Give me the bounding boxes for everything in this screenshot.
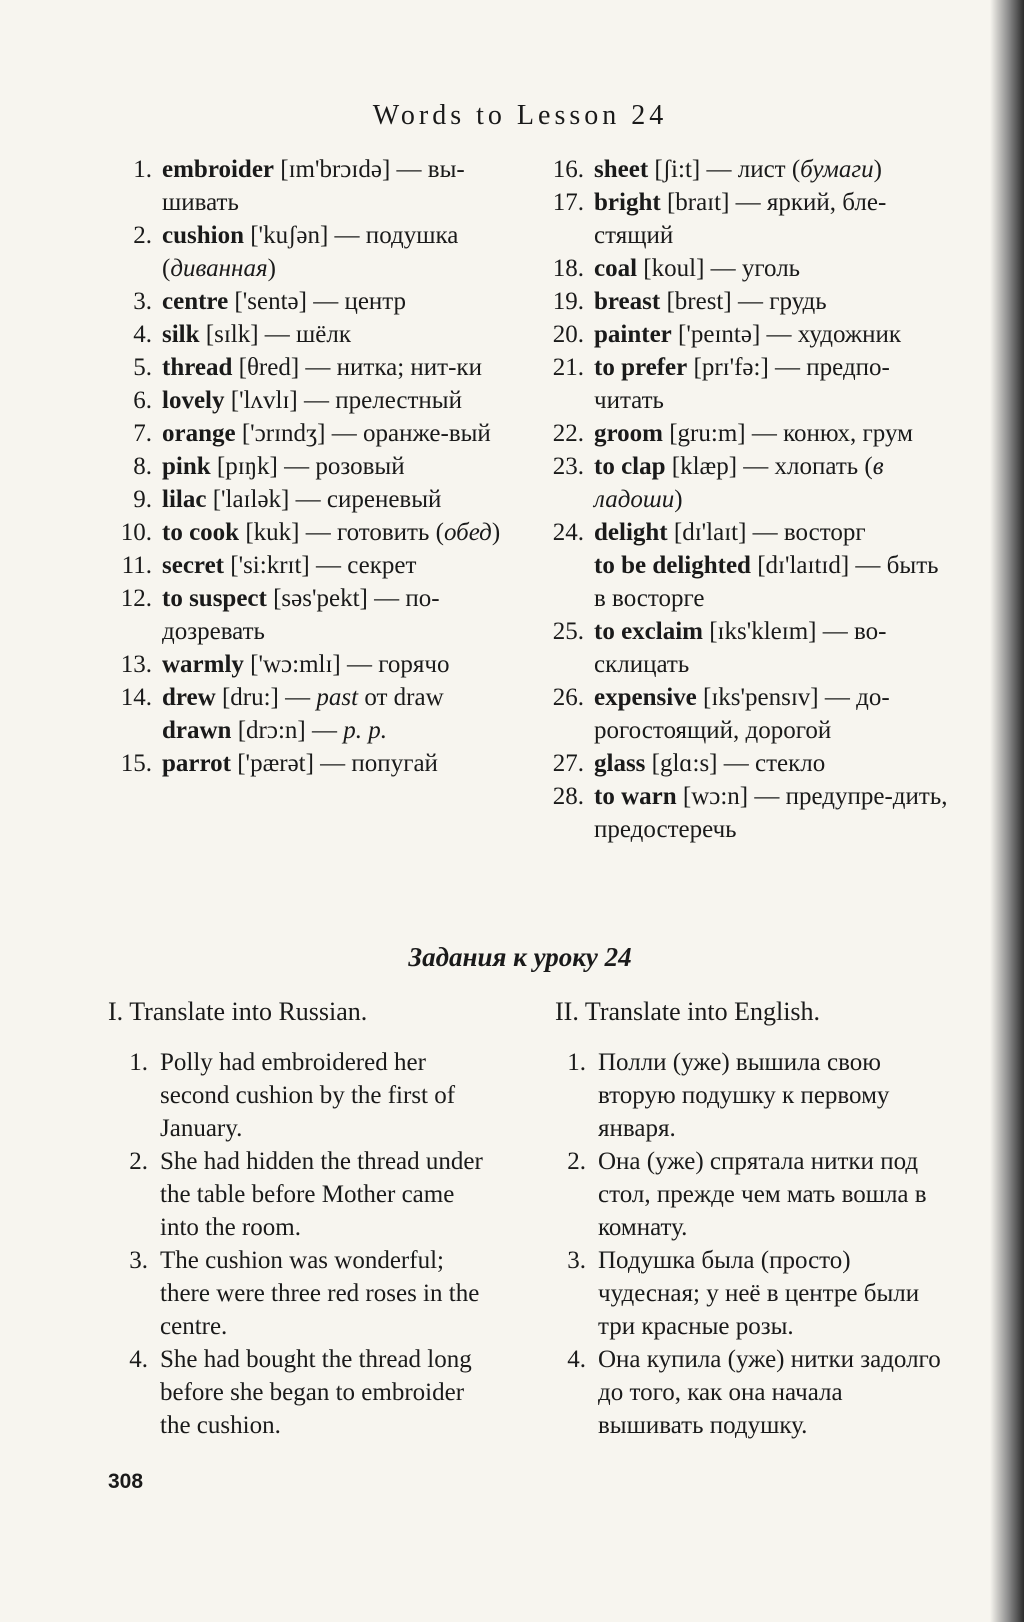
vocab-entry: [106, 351, 506, 384]
entry-definition-end: ): [674, 486, 683, 513]
entry-number: 15.: [120, 750, 152, 777]
entry-definition: [klæp] — хлопать (: [665, 453, 873, 480]
entry-definition: [gru:m] — конюх, грум: [662, 420, 913, 447]
entry-number: 17.: [552, 189, 584, 216]
entry-definition: [dru:] —: [215, 684, 317, 711]
vocab-entry: [538, 351, 950, 417]
vocab-entry: [106, 516, 506, 549]
entry-definition-end: от draw: [358, 684, 444, 711]
entry-definition: [braɪt] — яркий, бле-стящий: [594, 189, 887, 249]
vocab-entry: [106, 153, 506, 219]
vocab-entry: [538, 450, 950, 516]
entry-number: 23.: [552, 453, 584, 480]
page-number: 308: [108, 1470, 144, 1493]
entry-number: 21.: [552, 354, 584, 381]
entry-definition: [dɪ'laɪtɪd] — быть в восторге: [594, 552, 939, 612]
entry-definition-end: ): [491, 519, 501, 546]
section-title: Задания к уроку 24: [408, 942, 632, 972]
vocab-entry: [106, 582, 506, 648]
entry-number: 12.: [120, 585, 152, 612]
entry-definition: [glɑ:s] — стекло: [645, 750, 826, 777]
entry-number: 24.: [552, 519, 584, 546]
vocab-entry: [538, 252, 950, 285]
entry-definition: [θred] — нитка; нит-ки: [232, 354, 482, 381]
exercise-item-text: Подушка была (просто) чудесная; у неё в центре были три красные розы.: [598, 1247, 920, 1340]
entry-word: delight: [594, 519, 668, 546]
exercise-item: [558, 1145, 943, 1244]
exercise-item: [120, 1046, 498, 1145]
exercise-2-heading: II. Translate into English.: [555, 997, 821, 1026]
exercise-item-number: 1.: [567, 1049, 586, 1076]
entry-number: 13.: [120, 651, 152, 678]
exercise-item: [120, 1145, 498, 1244]
entry-definition: ['peɪntə] — художник: [671, 321, 902, 348]
vocab-entry: [538, 186, 950, 252]
entry-definition: ['pærət] — попугай: [230, 750, 438, 777]
entry-definition-end: ): [267, 255, 276, 282]
entry-definition: ['laɪlək] — сиреневый: [206, 486, 442, 513]
entry-definition: [səs'pekt] — по-дозревать: [162, 585, 440, 645]
entry-definition: ['kuʃən] — подушка (: [162, 222, 459, 282]
entry-word: pink: [162, 453, 211, 480]
entry-definition: ['si:krɪt] — секрет: [224, 552, 417, 579]
exercise-item-number: 2.: [129, 1148, 148, 1175]
entry-definition: [wɔ:n] — предупре-дить, предостеречь: [594, 783, 948, 843]
entry-word: lilac: [162, 486, 207, 513]
entry-number: 14.: [120, 684, 152, 711]
entry-definition: [koul] — уголь: [637, 255, 801, 282]
entry-word: bright: [594, 189, 661, 216]
vocab-entry: [106, 681, 506, 714]
entry-number: 27.: [552, 750, 584, 777]
entry-number: 4.: [133, 321, 152, 348]
entry-word: cushion: [162, 222, 244, 249]
entry-note: в ладоши: [594, 453, 884, 513]
entry-number: 7.: [133, 420, 152, 447]
entry-word: to cook: [162, 519, 240, 546]
exercise-2-list: [558, 1046, 943, 1442]
entry-word: to clap: [594, 453, 666, 480]
vocab-entry: [538, 747, 950, 780]
vocab-entry: [538, 285, 950, 318]
vocab-entry: [106, 648, 506, 681]
entry-number: 19.: [552, 288, 584, 315]
entry-number: 11.: [121, 552, 152, 579]
entry-number: 25.: [552, 618, 584, 645]
entry-definition: [pɪŋk] — розовый: [210, 453, 405, 480]
entry-definition: [ɪm'brɔɪdə] — вы-шивать: [162, 156, 465, 216]
entry-number: 22.: [552, 420, 584, 447]
entry-definition: [ʃi:t] — лист (: [648, 156, 801, 183]
vocab-entry: [106, 747, 506, 780]
entry-note: бумаги: [800, 156, 874, 183]
vocab-entry: [106, 219, 506, 285]
vocab-entry: [538, 153, 950, 186]
vocab-entry: [106, 384, 506, 417]
entry-word: drawn: [162, 717, 232, 744]
entry-definition: ['lʌvlɪ] — прелестный: [224, 387, 462, 414]
vocab-entry: [106, 714, 506, 747]
entry-word: centre: [162, 288, 229, 315]
vocab-entry: [538, 681, 950, 747]
exercise-item-text: She had hidden the thread under the table before Mother came into the room.: [160, 1148, 483, 1241]
vocab-entry: [538, 549, 950, 615]
entry-word: thread: [162, 354, 233, 381]
exercise-1-list: [120, 1046, 498, 1442]
exercise-item: [558, 1244, 943, 1343]
exercise-item: [120, 1244, 498, 1343]
entry-number: 6.: [133, 387, 152, 414]
entry-word: lovely: [162, 387, 225, 414]
page-spine-shadow: [990, 0, 1024, 1622]
entry-word: to exclaim: [594, 618, 703, 645]
entry-number: 9.: [133, 486, 152, 513]
entry-number: 3.: [133, 288, 152, 315]
entry-word: glass: [594, 750, 646, 777]
entry-word: groom: [594, 420, 663, 447]
entry-definition: [sɪlk] — шёлк: [199, 321, 352, 348]
entry-definition: [kuk] — готовить (: [239, 519, 444, 546]
vocab-entry: [538, 516, 950, 549]
entry-note: обед: [443, 519, 492, 546]
vocab-entry: [538, 780, 950, 846]
entry-definition: [prɪ'fə:] — предпо-читать: [594, 354, 890, 414]
entry-word: to suspect: [162, 585, 267, 612]
vocab-entry: [106, 285, 506, 318]
entry-number: 5.: [133, 354, 152, 381]
exercise-item-number: 4.: [567, 1346, 586, 1373]
entry-number: 26.: [552, 684, 584, 711]
page-title: Words to Lesson 24: [372, 100, 668, 131]
exercise-item-number: 1.: [129, 1049, 148, 1076]
exercise-item: [558, 1046, 943, 1145]
exercise-item: [120, 1343, 498, 1442]
entry-definition: [drɔ:n] —: [231, 717, 344, 744]
exercise-item-number: 2.: [567, 1148, 586, 1175]
exercise-item-text: Она (уже) спрятала нитки под стол, прежде чем мать вошла в комнату.: [598, 1148, 927, 1241]
entry-definition: ['wɔ:mlɪ] — горячо: [243, 651, 450, 678]
vocab-entry: [538, 615, 950, 681]
vocab-entry: [106, 318, 506, 351]
entry-number: 20.: [552, 321, 584, 348]
exercise-1-heading: I. Translate into Russian.: [108, 997, 368, 1026]
exercise-item: [558, 1343, 943, 1442]
vocab-entry: [538, 318, 950, 351]
entry-number: 28.: [552, 783, 584, 810]
vocab-list-right: [538, 153, 950, 846]
entry-word: breast: [594, 288, 661, 315]
exercise-item-number: 3.: [567, 1247, 586, 1274]
entry-word: orange: [162, 420, 236, 447]
entry-word: silk: [162, 321, 200, 348]
vocab-entry: [106, 450, 506, 483]
entry-word: to prefer: [594, 354, 688, 381]
entry-word: to warn: [594, 783, 677, 810]
entry-word: painter: [594, 321, 672, 348]
entry-note: p. p.: [343, 717, 387, 744]
exercise-item-number: 3.: [129, 1247, 148, 1274]
entry-definition: [dɪ'laɪt] — восторг: [667, 519, 866, 546]
entry-note: past: [316, 684, 359, 711]
vocab-entry: [538, 417, 950, 450]
exercise-item-text: She had bought the thread long before she began to embroider the cushion.: [160, 1346, 472, 1439]
entry-definition: ['sentə] — центр: [228, 288, 407, 315]
vocab-entry: [106, 417, 506, 450]
exercise-item-text: Polly had embroidered her second cushion by the first of January.: [160, 1049, 456, 1142]
entry-number: 8.: [133, 453, 152, 480]
entry-number: 16.: [552, 156, 584, 183]
vocab-entry: [106, 483, 506, 516]
exercise-item-text: Она купила (уже) нитки задолго до того, как она начала вышивать подушку.: [598, 1346, 941, 1439]
entry-definition-end: ): [873, 156, 882, 183]
entry-number: 10.: [120, 519, 152, 546]
exercise-item-text: Полли (уже) вышила свою вторую подушку к первому января.: [598, 1049, 890, 1142]
entry-word: to be delighted: [594, 552, 751, 579]
entry-note: диванная: [170, 255, 268, 282]
entry-definition: [ɪks'pensɪv] — до-рогостоящий, дорогой: [594, 684, 890, 744]
entry-word: embroider: [162, 156, 275, 183]
exercise-item-text: The cushion was wonderful; there were three red roses in the centre.: [160, 1247, 480, 1340]
entry-number: 18.: [552, 255, 584, 282]
vocab-list-left: [106, 153, 506, 780]
entry-word: secret: [162, 552, 224, 579]
entry-word: sheet: [594, 156, 649, 183]
entry-definition: ['ɔrɪndʒ] — оранже-вый: [235, 420, 491, 447]
entry-number: 2.: [133, 222, 152, 249]
entry-word: coal: [594, 255, 638, 282]
vocab-entry: [106, 549, 506, 582]
entry-word: warmly: [162, 651, 244, 678]
entry-word: parrot: [162, 750, 231, 777]
exercise-item-number: 4.: [129, 1346, 148, 1373]
entry-definition: [brest] — грудь: [660, 288, 827, 315]
entry-word: drew: [162, 684, 216, 711]
entry-word: expensive: [594, 684, 697, 711]
entry-definition: [ɪks'kleɪm] — во-склицать: [594, 618, 887, 678]
entry-number: 1.: [133, 156, 152, 183]
